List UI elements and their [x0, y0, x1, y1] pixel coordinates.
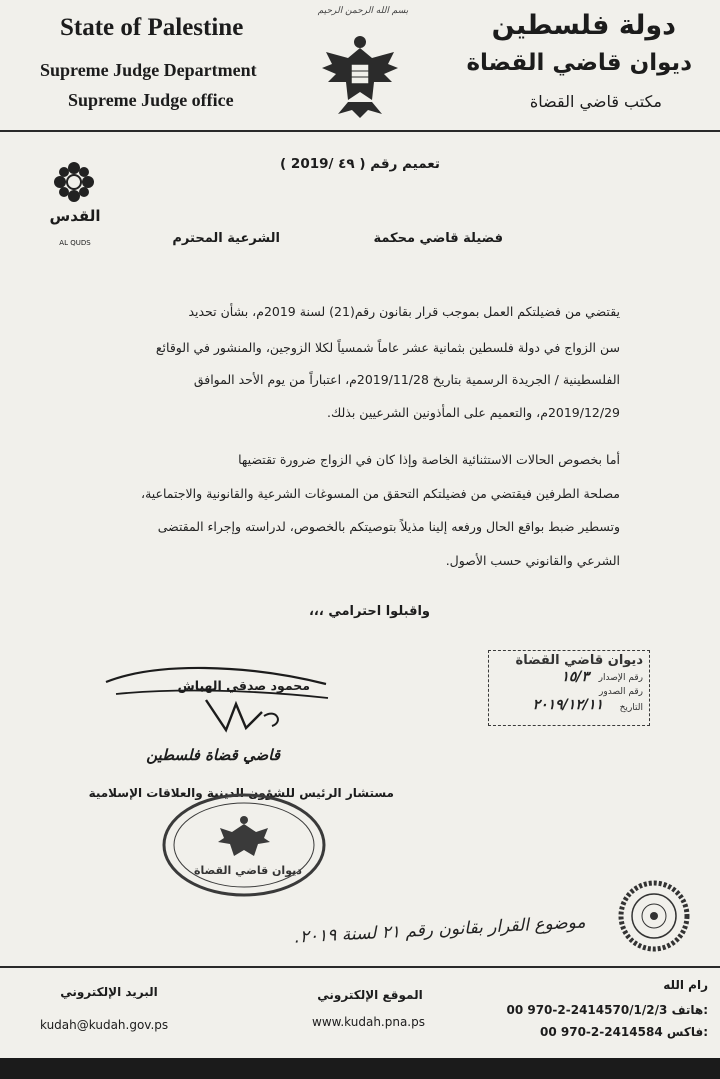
salutation-left: الشرعية المحترم: [172, 231, 280, 246]
footer-fax-value: 00 970-2-2414584: [540, 1025, 663, 1039]
receipt-stamp-title: ديوان قاضي القضاة: [515, 653, 643, 668]
signature-scribble-icon: [96, 660, 336, 738]
body-p1-line-4: 2019/12/29م، والتعميم على المأذونين الشرعيين بذلك.: [326, 405, 620, 420]
handwritten-note: موضوع القرار بقانون رقم ٢١ لسنة ٢٠١٩.: [293, 912, 587, 948]
office-seal: [158, 790, 330, 900]
signer-title-2: مستشار الرئيس للشؤون الدينية والعلاقات الإسلامية: [88, 786, 394, 800]
header-dept-ar: ديوان قاضي القضاة: [466, 50, 692, 76]
logo-quds-ar: القدس: [49, 207, 101, 225]
header-divider: [0, 130, 720, 132]
header-office-ar: مكتب قاضي القضاة: [529, 92, 662, 111]
salutation-right: فضيلة قاضي محكمة: [373, 231, 503, 246]
body-p2-line-4: الشرعي والقانوني حسب الأصول.: [445, 553, 620, 568]
body-p1-line-1: يقتضي من فضيلتكم العمل بموجب قرار بقانون رقم(21) لسنة 2019م، بشأن تحديد: [188, 304, 620, 319]
bottom-shadow-band: [0, 1058, 720, 1079]
header-dept-en: Supreme Judge Department: [40, 60, 257, 80]
footer-website-label: الموقع الإلكتروني: [317, 988, 423, 1002]
body-p2-line-3: وتسطير ضبط بواقع الحال ورفعه إلينا مذيلاً بتوصيتكم بالخصوص، لدراسته وإجراء المقتضى: [157, 519, 620, 534]
round-registry-stamp-icon: [618, 880, 690, 952]
receipt-stamp-value-1: ١٥/٣: [561, 669, 589, 685]
footer-email-link[interactable]: kudah@kudah.gov.ps: [40, 1018, 169, 1032]
receipt-stamp-label-3: التاريخ: [619, 703, 643, 713]
header-office-en: Supreme Judge office: [68, 90, 234, 110]
body-p2-line-2: مصلحة الطرفين فيقتضي من فضيلتكم التحقق من المسوغات الشرعية والقانونية والاجتماعية،: [141, 486, 620, 501]
header-state-ar: دولة فلسطين: [491, 10, 676, 41]
footer-fax: [540, 1025, 708, 1039]
closing-line: واقبلوا احترامي ،،،: [308, 604, 430, 619]
header-state-en: State of Palestine: [60, 14, 244, 41]
palestine-eagle-emblem-icon: [318, 30, 402, 120]
seal-text: ديوان قاضي القضاة: [194, 864, 302, 877]
signer-title-1: قاضي قضاة فلسطين: [146, 746, 280, 764]
receipt-stamp-value-3: ٢٠١٩/١٢/١١: [532, 697, 603, 713]
footer-city: رام الله: [663, 978, 708, 992]
footer-phone: [506, 1003, 708, 1017]
footer-website-link[interactable]: www.kudah.pna.ps: [312, 1015, 425, 1029]
body-p1-line-3: الفلسطينية / الجريدة الرسمية بتاريخ 2019/11/28م، اعتباراً من يوم الأحد الموافق: [193, 372, 620, 387]
al-quds-flower-logo-icon: [44, 160, 104, 204]
signer-name: محمود صدقي الهباش: [177, 678, 310, 693]
footer-phone-value: 00 970-2-2414570/1/2/3: [506, 1003, 668, 1017]
receipt-stamp-label-2: رقم الصدور: [599, 687, 643, 697]
footer-email-label: البريد الإلكتروني: [60, 985, 158, 999]
footer-divider: [0, 966, 720, 968]
receipt-stamp: [488, 650, 650, 726]
body-p1-line-2: سن الزواج في دولة فلسطين بثمانية عشر عاماً شمسياً لكلا الزوجين، والمنشور في الوقائع: [155, 340, 620, 355]
receipt-stamp-label-1: رقم الإصدار: [598, 673, 643, 683]
circular-number: تعميم رقم ( ٤٩ /2019 ): [280, 156, 440, 172]
footer-phone-label: هاتف:: [671, 1003, 708, 1017]
body-p2-line-1: أما بخصوص الحالات الاستثنائية الخاصة وإذا كان في الزواج ضرورة تقتضيها: [238, 452, 620, 467]
logo-quds-en: AL QUDS: [59, 239, 91, 247]
header-top-handwriting: بسم الله الرحمن الرحيم: [317, 6, 409, 16]
footer-fax-label: فاكس:: [666, 1025, 708, 1039]
